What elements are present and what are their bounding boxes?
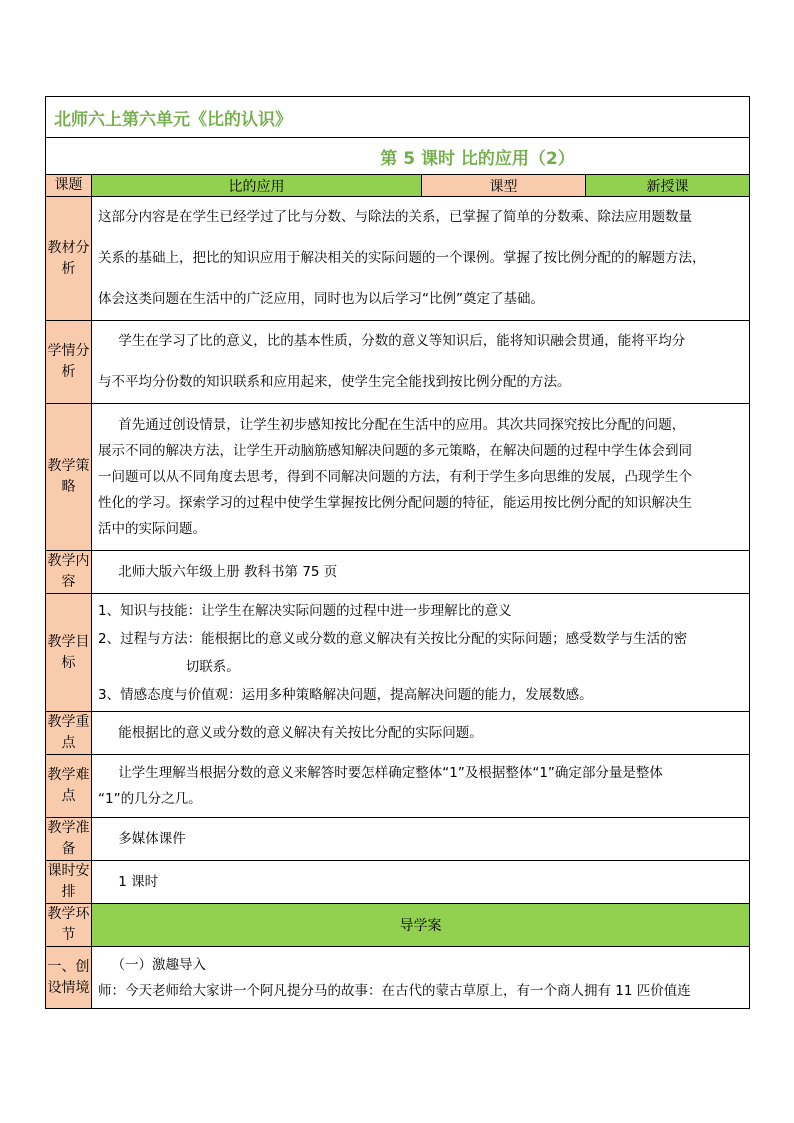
document-title: 北师六上第六单元《比的认识》	[46, 97, 750, 138]
keypoint-content	[92, 712, 750, 755]
goal-item: 3、情感态度与价值观：运用多种策略解决问题，提高解决问题的能力，发展数感。	[98, 686, 593, 703]
topic-label: 课题	[46, 175, 92, 197]
difficulty-content	[92, 755, 750, 818]
difficulty-label: 教学难点	[46, 755, 92, 818]
process-header: 导学案	[92, 904, 750, 947]
prep-label: 教学准备	[46, 818, 92, 861]
lesson-plan-table	[45, 96, 750, 1009]
goals-content	[92, 594, 750, 712]
strategy-label: 教学策略	[46, 404, 92, 551]
goals-label: 教学目标	[46, 594, 92, 712]
schedule-label: 课时安排	[46, 861, 92, 904]
step1-label: 一、创设情境	[46, 947, 92, 1009]
lesson-subtitle: 第 5 课时 比的应用（2）	[46, 138, 750, 175]
material-line: 这部分内容是在学生已经学过了比与分数、与除法的关系，已掌握了简单的分数乘、除法应用题数量	[98, 209, 692, 225]
prep-content	[92, 818, 750, 861]
keypoint-label: 教学重点	[46, 712, 92, 755]
material-label: 教材分析	[46, 197, 92, 321]
strategy-line: 性化的学习。探索学习的过程中使学生掌握按比例分配问题的特征，能运用按比例分配的知识解决生	[98, 495, 692, 511]
type-label: 课型	[422, 175, 586, 197]
goal-item: 1、知识与技能：让学生在解决实际问题的过程中进一步理解比的意义	[98, 602, 512, 619]
students-line: 与不平均分份数的知识联系和应用起来，使学生完全能找到按比例分配的方法。	[98, 374, 571, 390]
students-line: 学生在学习了比的意义，比的基本性质，分数的意义等知识后，能将知识融会贯通，能将平均分	[118, 333, 686, 349]
type-value: 新授课	[586, 175, 750, 197]
strategy-line: 活中的实际问题。	[98, 521, 206, 537]
material-line: 关系的基础上，把比的知识应用于解决相关的实际问题的一个课例。掌握了按比例分配的的解题方法，	[98, 250, 706, 266]
content-label: 教学内容	[46, 551, 92, 594]
material-line: 体会这类问题在生活中的广泛应用，同时也为以后学习“比例”奠定了基础。	[98, 291, 544, 307]
strategy-line: 首先通过创设情景，让学生初步感知按比分配在生活中的应用。其次共同探究按比分配的问题，	[118, 417, 686, 433]
students-label: 学情分析	[46, 321, 92, 404]
students-content	[92, 321, 750, 404]
strategy-line: 一问题可以从不同角度去思考，得到不同解决问题的方法，有利于学生多向思维的发展，凸现学生个	[98, 469, 692, 485]
keypoint-text: 能根据比的意义或分数的意义解决有关按比分配的实际问题。	[118, 724, 483, 741]
schedule-content	[92, 861, 750, 904]
prep-text: 多媒体课件	[118, 830, 186, 847]
lesson-plan-document	[45, 96, 749, 1009]
difficulty-line: 让学生理解当根据分数的意义来解答时要怎样确定整体“1”及根据整体“1”确定部分量是整体	[118, 765, 663, 781]
step1-heading: （一）激趣导入	[111, 956, 206, 973]
difficulty-line: “1”的几分之几。	[98, 791, 202, 807]
schedule-text: 1 课时	[118, 873, 159, 890]
goal-item: 2、过程与方法：能根据比的意义或分数的意义解决有关按比分配的实际问题；感受数学与生活的密	[98, 630, 688, 647]
step1-content	[92, 947, 750, 1009]
topic-value: 比的应用	[92, 175, 422, 197]
content-text: 北师大版六年级上册 教科书第 75 页	[118, 563, 338, 580]
strategy-line: 展示不同的解决方法，让学生开动脑筋感知解决问题的多元策略，在解决问题的过程中学生体会到同	[98, 443, 692, 459]
material-content	[92, 197, 750, 321]
goal-item-continued: 切联系。	[185, 658, 240, 675]
process-label: 教学环节	[46, 904, 92, 947]
content-content	[92, 551, 750, 594]
step1-text: 师：今天老师给大家讲一个阿凡提分马的故事：在古代的蒙古草原上，有一个商人拥有 11 匹价值连	[98, 982, 691, 999]
strategy-content	[92, 404, 750, 551]
